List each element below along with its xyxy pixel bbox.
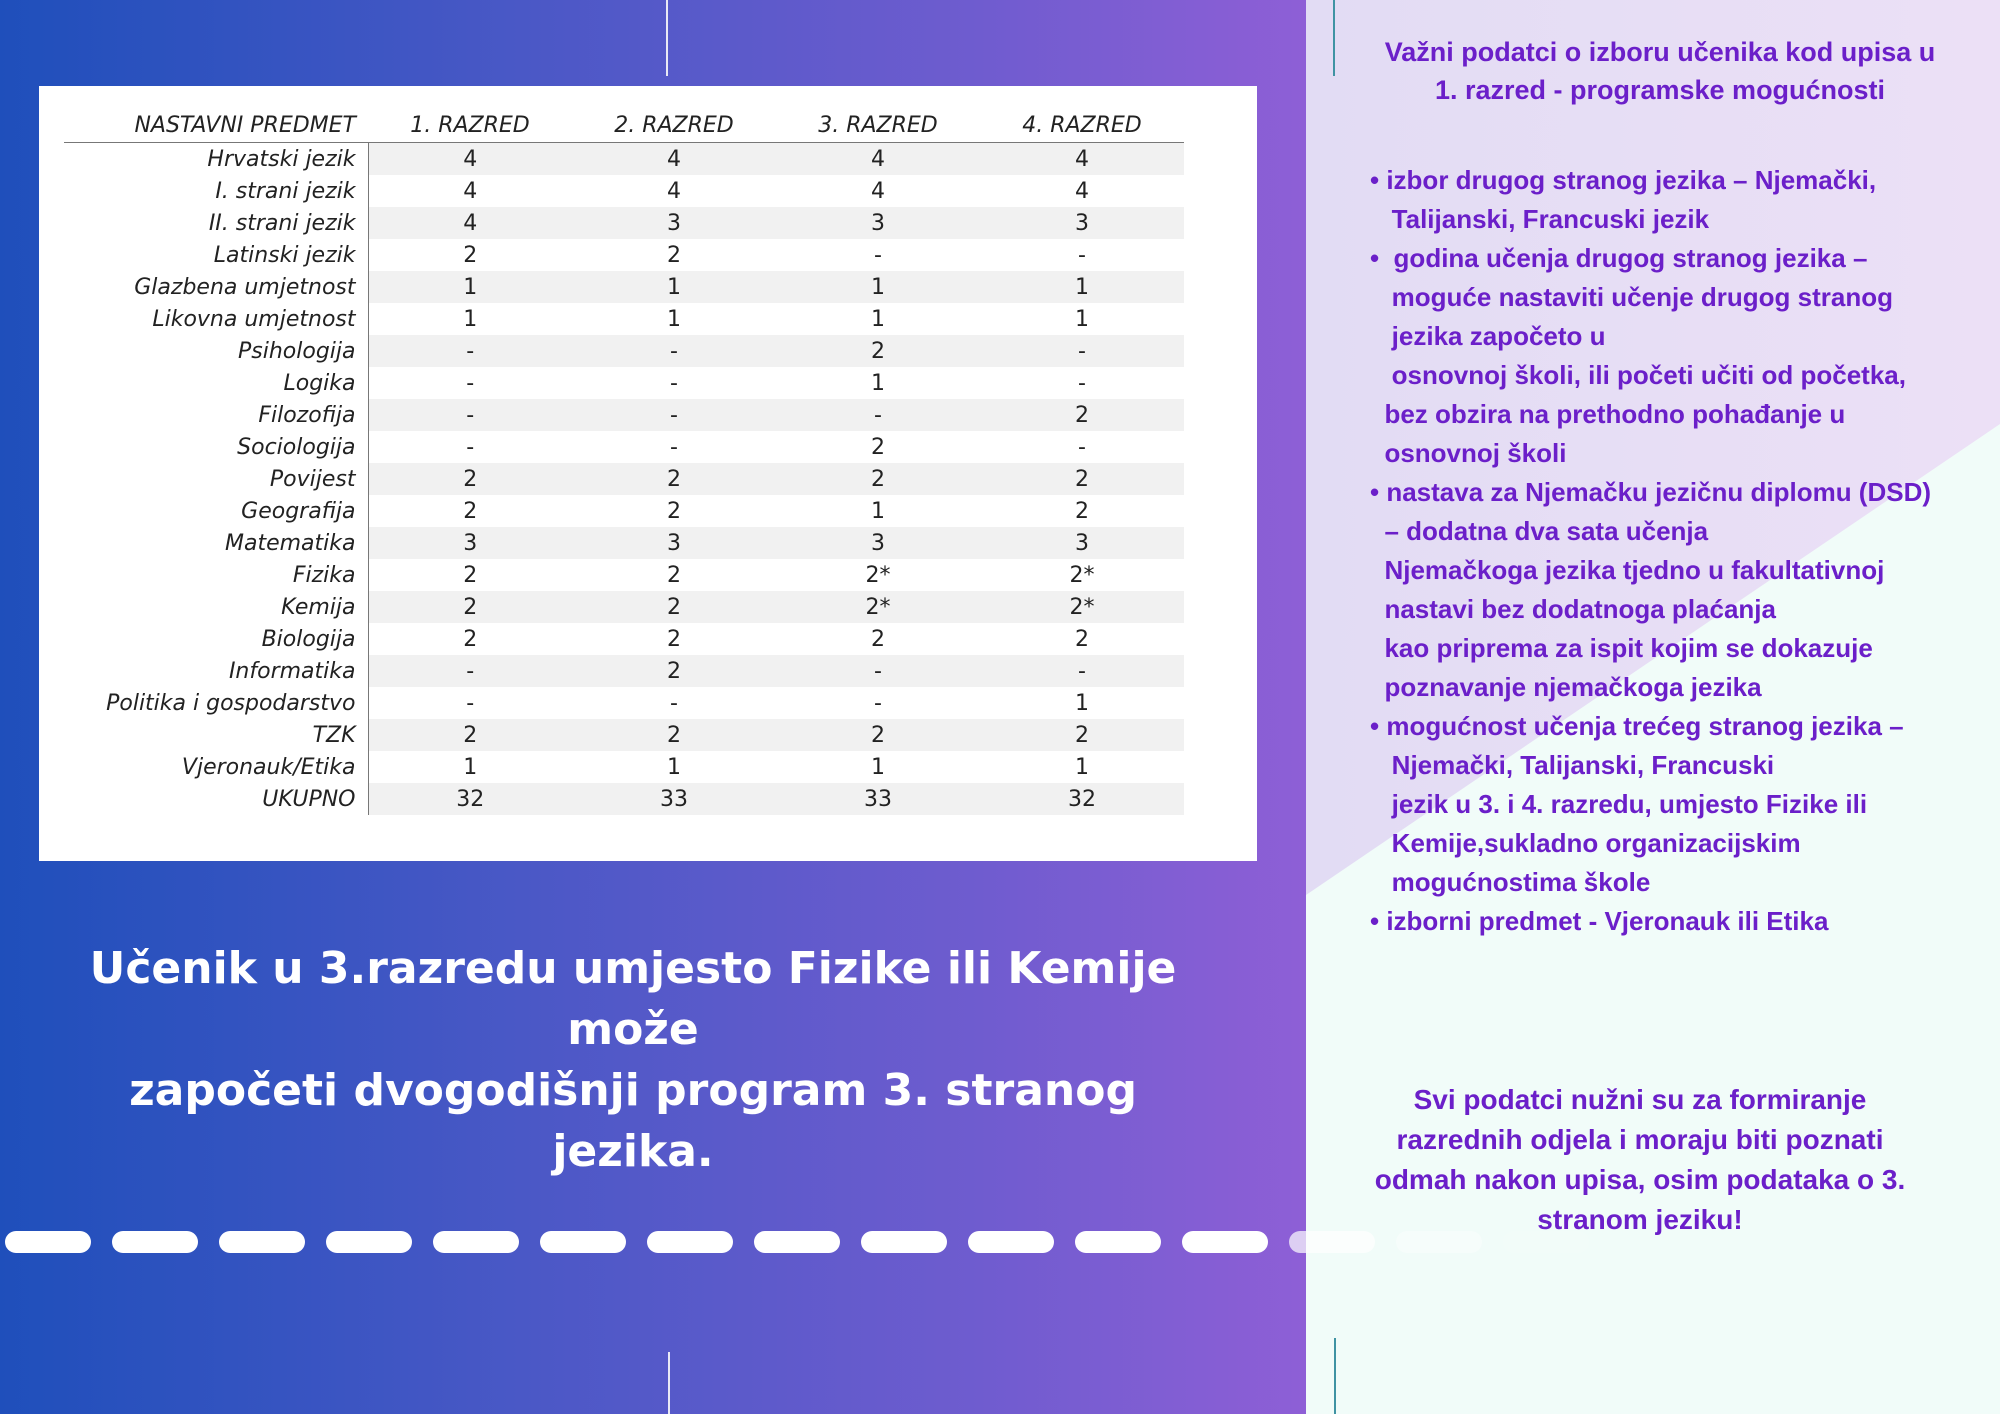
subject-cell: Matematika (64, 527, 368, 559)
hours-cell: 32 (980, 783, 1184, 815)
hours-cell: - (980, 655, 1184, 687)
subject-cell: TZK (64, 719, 368, 751)
hours-cell: - (1078, 242, 1086, 268)
dash-segment (540, 1231, 626, 1253)
hours-cell: 4 (667, 178, 681, 204)
subject-cell: Sociologija (64, 431, 368, 463)
subject-cell: Likovna umjetnost (64, 303, 368, 335)
hours-cell: 2 (980, 463, 1184, 495)
hours-cell: 3 (572, 527, 776, 559)
hours-cell: 4 (1075, 178, 1089, 204)
bullet-line: osnovnoj školi, ili početi učiti od početka, (1370, 360, 1906, 390)
curriculum-table-card (39, 86, 1257, 861)
table-row (64, 303, 1184, 335)
bullet-line: nastavi bez dodatnoga plaćanja (1370, 594, 1776, 624)
hours-cell: - (466, 690, 475, 716)
subject-cell: Biologija (64, 623, 368, 655)
dash-segment (861, 1231, 947, 1253)
hours-cell: 2 (572, 463, 776, 495)
header-grade-4: 4. RAZRED (980, 108, 1184, 143)
hours-cell: 2 (463, 626, 478, 652)
table-row (64, 623, 1184, 655)
hours-cell: 2 (980, 719, 1184, 751)
bullet-line: jezik u 3. i 4. razredu, umjesto Fizike ili (1370, 789, 1868, 819)
hours-cell: 32 (368, 783, 572, 815)
hours-cell: 2 (572, 591, 776, 623)
hours-cell: 4 (871, 178, 885, 204)
side-note (1340, 1080, 1940, 1240)
hours-cell: - (572, 399, 776, 431)
hours-cell: 4 (776, 143, 980, 176)
table-row (64, 527, 1184, 559)
subject-cell: II. strani jezik (64, 207, 368, 239)
table-row (64, 207, 1184, 239)
side-top-accent-line (1333, 0, 1335, 76)
hours-cell: - (670, 434, 678, 460)
hours-cell: 2 (667, 242, 681, 268)
table-row (64, 239, 1184, 271)
subject-cell: Latinski jezik (64, 239, 368, 271)
table-row (64, 495, 1184, 527)
dash-segment (754, 1231, 840, 1253)
hours-cell: 4 (368, 143, 572, 176)
hours-cell: - (776, 655, 980, 687)
bottom-divider-line (668, 1352, 670, 1414)
dash-segment (326, 1231, 412, 1253)
subject-cell: I. strani jezik (64, 175, 368, 207)
dash-segment (968, 1231, 1054, 1253)
table-row (64, 335, 1184, 367)
dash-segment (1075, 1231, 1161, 1253)
side-title (1340, 33, 1980, 109)
table-header-row (64, 108, 1184, 143)
bullet-line: Kemije,sukladno organizacijskim (1370, 828, 1801, 858)
bullet-line: – dodatna dva sata učenja (1370, 516, 1709, 546)
hours-cell: 1 (463, 754, 478, 780)
side-title-line-2: 1. razred - programske mogućnosti (1434, 75, 1886, 105)
subject-cell: Geografija (64, 495, 368, 527)
hours-cell: - (776, 399, 980, 431)
table-row (64, 463, 1184, 495)
hours-cell: 2 (368, 719, 572, 751)
hours-cell: 3 (980, 527, 1184, 559)
bullet-line: • godina učenja drugog stranog jezika – (1370, 243, 1868, 273)
hours-cell: 2 (776, 719, 980, 751)
hours-cell: 1 (776, 271, 980, 303)
bullet-line: osnovnoj školi (1370, 438, 1567, 468)
bullet-line: jezika započeto u (1370, 321, 1606, 351)
hours-cell: 1 (667, 306, 681, 332)
hours-cell: - (874, 690, 882, 716)
subject-cell: Informatika (64, 655, 368, 687)
hours-cell: 2 (368, 591, 572, 623)
table-row (64, 719, 1184, 751)
hours-cell: 1 (463, 306, 478, 332)
hours-cell: 2 (667, 626, 681, 652)
table-row (64, 559, 1184, 591)
header-grade-1: 1. RAZRED (368, 108, 572, 143)
hours-cell: 2* (980, 591, 1184, 623)
hours-cell: 1 (572, 271, 776, 303)
hours-cell: - (1078, 434, 1086, 460)
header-subject: NASTAVNI PREDMET (64, 108, 368, 143)
table-row (64, 143, 1184, 176)
hours-cell: 1 (980, 271, 1184, 303)
table-row (64, 687, 1184, 719)
hours-cell: 3 (980, 207, 1184, 239)
hours-cell: 33 (572, 783, 776, 815)
subject-cell: Psihologija (64, 335, 368, 367)
hours-cell: 2* (776, 591, 980, 623)
subject-cell: Kemija (64, 591, 368, 623)
subject-cell: Glazbena umjetnost (64, 271, 368, 303)
hours-cell: 2 (463, 562, 478, 588)
hours-cell: 2 (368, 463, 572, 495)
hours-cell: 2 (1075, 498, 1089, 524)
hours-cell: 2* (865, 562, 891, 588)
hours-cell: 1 (871, 498, 885, 524)
hours-cell: 2 (980, 399, 1184, 431)
table-row (64, 175, 1184, 207)
bullet-line: kao priprema za ispit kojim se dokazuje (1370, 633, 1873, 663)
bullet-line: poznavanje njemačkoga jezika (1370, 672, 1762, 702)
hours-cell: 1 (1075, 690, 1089, 716)
hours-cell: - (368, 335, 572, 367)
note-line: Svi podatci nužni su za formiranje (1413, 1084, 1867, 1115)
hours-cell: 1 (667, 754, 681, 780)
hours-cell: 1 (871, 754, 885, 780)
curriculum-table (64, 108, 1184, 815)
subject-cell: Logika (64, 367, 368, 399)
hours-cell: 4 (463, 178, 478, 204)
subject-cell: Filozofija (64, 399, 368, 431)
subject-cell: Povijest (64, 463, 368, 495)
subject-cell: Politika i gospodarstvo (64, 687, 368, 719)
hours-cell: 2 (572, 655, 776, 687)
subject-cell: Hrvatski jezik (64, 143, 368, 176)
header-grade-2: 2. RAZRED (572, 108, 776, 143)
table-row (64, 271, 1184, 303)
bullet-line: Talijanski, Francuski jezik (1370, 204, 1710, 234)
table-row (64, 367, 1184, 399)
hours-cell: 1 (1075, 306, 1089, 332)
hours-cell: - (670, 690, 678, 716)
note-line: odmah nakon upisa, osim podataka o 3. (1374, 1164, 1906, 1195)
subject-cell: Vjeronauk/Etika (64, 751, 368, 783)
hours-cell: 1 (871, 370, 885, 396)
subject-cell: UKUPNO (64, 783, 368, 815)
caption-line-1: Učenik u 3.razredu umjesto Fizike ili Kemije može (89, 943, 1177, 1055)
hours-cell: 2 (463, 498, 478, 524)
hours-cell: 2 (871, 626, 885, 652)
hours-cell: - (466, 370, 475, 396)
hours-cell: 33 (776, 783, 980, 815)
hours-cell: - (874, 242, 882, 268)
bullet-line: • nastava za Njemačku jezičnu diplomu (DSD) (1370, 477, 1932, 507)
table-row (64, 591, 1184, 623)
hours-cell: 2 (1075, 626, 1089, 652)
bullet-line: moguće nastaviti učenje drugog stranog (1370, 282, 1893, 312)
side-title-line-1: Važni podatci o izboru učenika kod upisa u (1384, 37, 1936, 67)
hours-cell: 1 (871, 306, 885, 332)
hours-cell: - (1078, 370, 1086, 396)
hours-cell: 2 (776, 335, 980, 367)
hours-cell: 2 (667, 498, 681, 524)
hours-cell: 3 (572, 207, 776, 239)
hours-cell: 3 (368, 527, 572, 559)
table-row (64, 783, 1184, 815)
hours-cell: 1 (368, 271, 572, 303)
hours-cell: 3 (776, 207, 980, 239)
hours-cell: 2 (667, 562, 681, 588)
dash-segment (1182, 1231, 1268, 1253)
dash-segment (112, 1231, 198, 1253)
table-row (64, 431, 1184, 463)
dash-segment (433, 1231, 519, 1253)
hours-cell: 2 (463, 242, 478, 268)
hours-cell: - (466, 434, 475, 460)
hours-cell: - (368, 655, 572, 687)
hours-cell: - (980, 335, 1184, 367)
bullet-line: • izborni predmet - Vjeronauk ili Etika (1370, 906, 1829, 936)
caption-line-2: započeti dvogodišnji program 3. stranog jezika. (129, 1065, 1137, 1177)
bullet-line: bez obzira na prethodno pohađanje u (1370, 399, 1846, 429)
subject-cell: Fizika (64, 559, 368, 591)
hours-cell: 1 (1075, 754, 1089, 780)
hours-cell: 2* (1069, 562, 1095, 588)
hours-cell: 2 (871, 434, 885, 460)
hours-cell: 4 (980, 143, 1184, 176)
note-line: stranom jeziku! (1537, 1204, 1743, 1235)
table-row (64, 751, 1184, 783)
hours-cell: 4 (368, 207, 572, 239)
hours-cell: 3 (776, 527, 980, 559)
bullet-line: • mogućnost učenja trećeg stranog jezika – (1370, 711, 1904, 741)
header-grade-3: 3. RAZRED (776, 108, 980, 143)
side-bottom-accent-line (1334, 1338, 1336, 1414)
table-row (64, 655, 1184, 687)
dash-segment (647, 1231, 733, 1253)
hours-cell: 4 (572, 143, 776, 176)
hours-cell: - (368, 399, 572, 431)
table-row (64, 399, 1184, 431)
dash-segment (5, 1231, 91, 1253)
hours-cell: - (670, 370, 678, 396)
dash-segment (219, 1231, 305, 1253)
options-bullet-list (1370, 161, 1990, 941)
bullet-line: • izbor drugog stranog jezika – Njemački, (1370, 165, 1877, 195)
caption-text (50, 938, 1216, 1182)
top-divider-line (666, 0, 668, 76)
bullet-line: Njemački, Talijanski, Francuski (1370, 750, 1775, 780)
bullet-line: Njemačkoga jezika tjedno u fakultativnoj (1370, 555, 1885, 585)
note-line: razrednih odjela i moraju biti poznati (1396, 1124, 1884, 1155)
hours-cell: 2 (572, 719, 776, 751)
hours-cell: 2 (776, 463, 980, 495)
bullet-line: mogućnostima škole (1370, 867, 1651, 897)
hours-cell: - (572, 335, 776, 367)
